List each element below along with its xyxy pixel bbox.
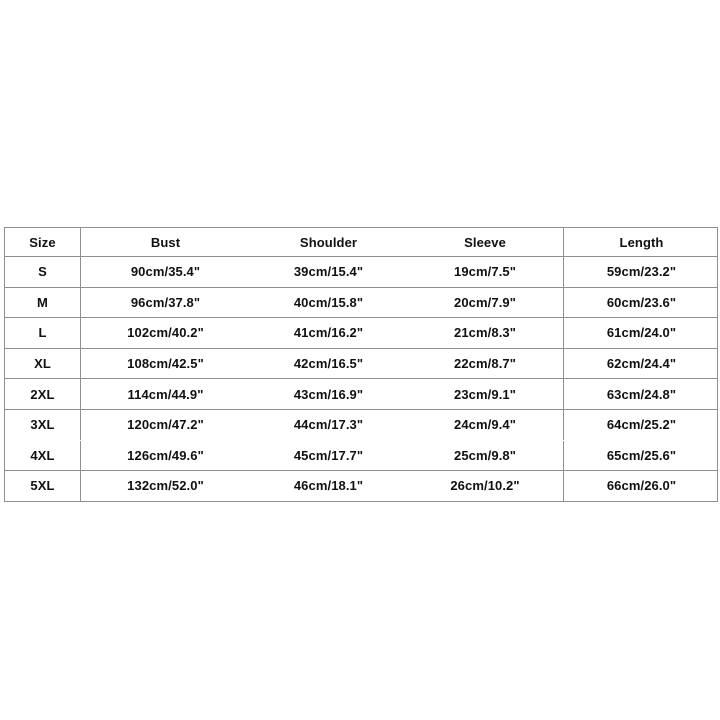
table-row xyxy=(5,379,717,410)
cell-bust: 132cm/52.0" xyxy=(80,471,250,501)
table-body xyxy=(5,257,717,501)
cell-shoulder: 42cm/16.5" xyxy=(293,356,364,372)
cell-length: 61cm/24.0" xyxy=(563,318,719,348)
cell-shoulder: 45cm/17.7" xyxy=(293,447,364,463)
cell-length: 63cm/24.8" xyxy=(563,379,719,409)
cell-sleeve: 22cm/8.7" xyxy=(454,356,516,372)
cell-size: 4XL xyxy=(30,447,55,463)
cell-sleeve: 25cm/9.8" xyxy=(454,447,516,463)
table-row xyxy=(5,288,717,319)
table-header-row xyxy=(5,228,717,257)
cell-shoulder: 40cm/15.8" xyxy=(293,294,364,310)
cell-bust: 120cm/47.2" xyxy=(80,410,250,440)
cell-sleeve: 20cm/7.9" xyxy=(454,294,516,310)
size-chart-table xyxy=(4,227,718,502)
cell-shoulder: 46cm/18.1" xyxy=(293,478,364,494)
cell-sleeve: 26cm/10.2" xyxy=(450,478,520,494)
header-sleeve: Sleeve xyxy=(464,234,506,250)
cell-length: 66cm/26.0" xyxy=(563,471,719,501)
cell-size: S xyxy=(38,264,47,280)
cell-size: 2XL xyxy=(30,386,55,402)
cell-size: 5XL xyxy=(30,478,55,494)
cell-shoulder: 39cm/15.4" xyxy=(293,264,364,280)
header-size: Size xyxy=(29,234,56,250)
cell-size: XL xyxy=(34,356,51,372)
table-row xyxy=(5,471,717,501)
cell-length: 60cm/23.6" xyxy=(563,288,719,318)
cell-length: 62cm/24.4" xyxy=(563,349,719,379)
cell-bust: 102cm/40.2" xyxy=(80,318,250,348)
table-row xyxy=(5,410,717,441)
cell-shoulder: 43cm/16.9" xyxy=(293,386,364,402)
cell-bust: 90cm/35.4" xyxy=(80,257,250,287)
cell-size: M xyxy=(37,294,48,310)
table-row xyxy=(5,349,717,380)
cell-shoulder: 44cm/17.3" xyxy=(293,417,364,433)
cell-bust: 96cm/37.8" xyxy=(80,288,250,318)
table-row xyxy=(5,441,717,472)
cell-sleeve: 21cm/8.3" xyxy=(454,325,516,341)
cell-size: L xyxy=(38,325,47,341)
cell-length: 65cm/25.6" xyxy=(563,441,719,471)
table-row xyxy=(5,257,717,288)
cell-sleeve: 23cm/9.1" xyxy=(454,386,516,402)
cell-bust: 126cm/49.6" xyxy=(80,441,250,471)
table-row xyxy=(5,318,717,349)
cell-bust: 108cm/42.5" xyxy=(80,349,250,379)
header-shoulder: Shoulder xyxy=(299,234,358,250)
header-length: Length xyxy=(563,228,719,256)
cell-size: 3XL xyxy=(30,417,55,433)
header-bust: Bust xyxy=(80,228,250,256)
cell-length: 59cm/23.2" xyxy=(563,257,719,287)
cell-sleeve: 19cm/7.5" xyxy=(454,264,516,280)
cell-length: 64cm/25.2" xyxy=(563,410,719,440)
cell-bust: 114cm/44.9" xyxy=(80,379,250,409)
cell-shoulder: 41cm/16.2" xyxy=(293,325,364,341)
cell-sleeve: 24cm/9.4" xyxy=(454,417,516,433)
